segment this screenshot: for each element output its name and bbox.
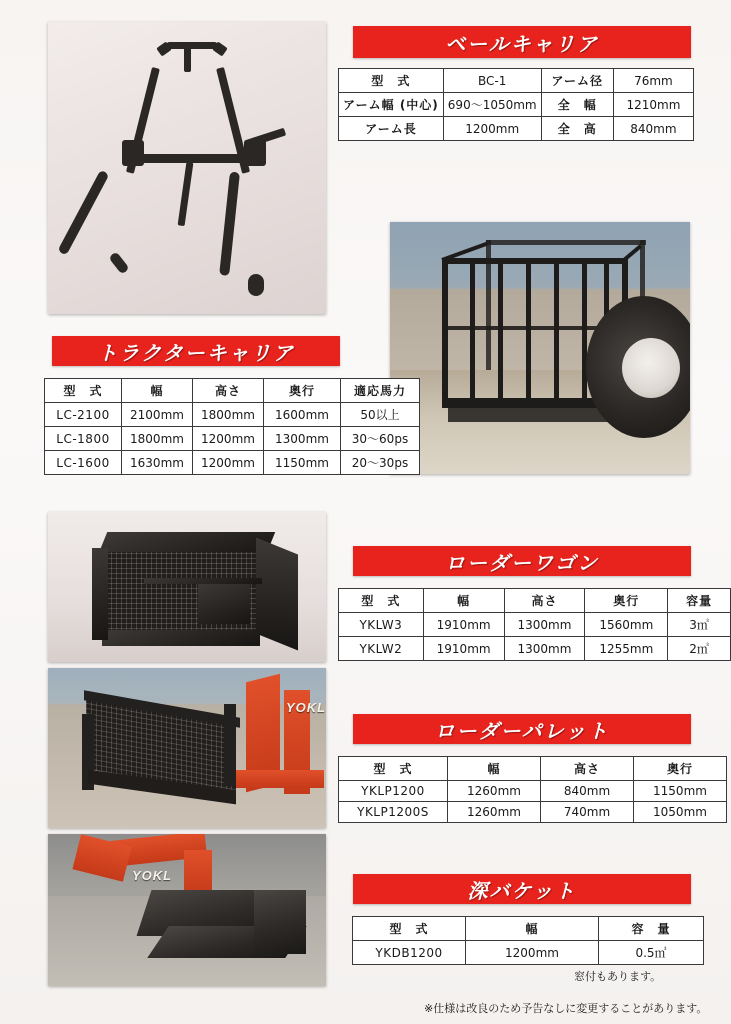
cell-value: 1050mm [634,802,727,823]
column-header: 奥行 [264,379,341,403]
table-row [353,941,704,965]
column-header: 型 式 [45,379,122,403]
cell-model: LC-2100 [45,403,122,427]
cell-value: 1300mm [504,613,585,637]
banner-label: ローダーパレット [434,720,610,743]
cell-value: 1200mm [443,117,541,141]
cell-value: 1255mm [585,637,668,661]
cell-model: YKLP1200 [339,781,448,802]
cell-label: 型 式 [339,69,444,93]
cell-value: 840mm [541,781,634,802]
cell-value: 1800mm [193,403,264,427]
table-row [339,613,731,637]
loader-wagon-photo [48,512,326,662]
cell-label: アーム幅 (中心) [339,93,444,117]
cell-value: 1630mm [122,451,193,475]
cell-value: 1210mm [613,93,693,117]
table-row [339,93,694,117]
banner-label: トラクターキャリア [97,342,295,365]
loader-pallet-spec-table [338,756,727,823]
banner-label: ローダーワゴン [445,552,599,575]
cell-value: 1910mm [423,613,504,637]
cell-value: 1800mm [122,427,193,451]
table-row [339,117,694,141]
table-row [45,427,420,451]
section-banner-bale-carrier [353,26,691,58]
table-header-row [339,757,727,781]
banner-label: 深バケット [467,880,577,903]
deep-bucket-photo [48,834,326,986]
cell-label: 全 高 [541,117,613,141]
column-header: 幅 [466,917,599,941]
column-header: 型 式 [353,917,466,941]
bale-carrier-photo [48,22,326,314]
cell-label: アーム長 [339,117,444,141]
cell-value: 740mm [541,802,634,823]
cell-model: YKLW2 [339,637,424,661]
cell-model: YKLW3 [339,613,424,637]
cell-value: 1260mm [448,781,541,802]
cell-label: 全 幅 [541,93,613,117]
cell-model: LC-1800 [45,427,122,451]
column-header: 奥行 [585,589,668,613]
table-row [45,451,420,475]
cell-value: 1910mm [423,637,504,661]
table-row [339,802,727,823]
column-header: 奥行 [634,757,727,781]
table-header-row [339,589,731,613]
cell-model: YKLP1200S [339,802,448,823]
deep-bucket-spec-table [352,916,704,965]
cell-label: アーム径 [541,69,613,93]
cell-model: LC-1600 [45,451,122,475]
section-banner-tractor-carrier [52,336,340,366]
tractor-carrier-spec-table [44,378,420,475]
cell-value: 30〜60ps [341,427,420,451]
cell-value: 20〜30ps [341,451,420,475]
section-banner-deep-bucket [353,874,691,904]
column-header: 高さ [193,379,264,403]
column-header: 幅 [122,379,193,403]
table-header-row [353,917,704,941]
cell-value: 1150mm [264,451,341,475]
table-header-row [45,379,420,403]
cell-value: 1300mm [264,427,341,451]
column-header: 型 式 [339,757,448,781]
cell-value: 1200mm [466,941,599,965]
column-header: 適応馬力 [341,379,420,403]
cell-value: 0.5㎥ [599,941,704,965]
cell-value: 1300mm [504,637,585,661]
table-row [45,403,420,427]
cell-value: 2100mm [122,403,193,427]
cell-model: YKDB1200 [353,941,466,965]
table-row [339,781,727,802]
disclaimer-note: ※仕様は改良のため予告なしに変更することがあります。 [424,1002,708,1015]
section-banner-loader-pallet [353,714,691,744]
cell-value: 1600mm [264,403,341,427]
cell-value: 1260mm [448,802,541,823]
cell-value: BC-1 [443,69,541,93]
bale-carrier-spec-table [338,68,694,141]
column-header: 容 量 [599,917,704,941]
brand-logo-bucket: YOKL [132,868,173,883]
brand-logo-pallet: YOKL [286,700,326,715]
column-header: 容量 [668,589,731,613]
cell-value: 1200mm [193,427,264,451]
cell-value: 50以上 [341,403,420,427]
section-banner-loader-wagon [353,546,691,576]
banner-label: ベールキャリア [445,33,599,56]
table-row [339,69,694,93]
tractor-carrier-cage-photo [390,222,690,474]
cell-value: 840mm [613,117,693,141]
cell-value: 1560mm [585,613,668,637]
column-header: 高さ [541,757,634,781]
cell-value: 3㎥ [668,613,731,637]
window-option-note: 窓付もあります。 [574,970,662,983]
cell-value: 2㎥ [668,637,731,661]
loader-wagon-spec-table [338,588,731,661]
cell-value: 76mm [613,69,693,93]
cell-value: 1200mm [193,451,264,475]
cell-value: 690〜1050mm [443,93,541,117]
column-header: 幅 [448,757,541,781]
loader-pallet-photo [48,668,326,828]
column-header: 型 式 [339,589,424,613]
column-header: 高さ [504,589,585,613]
cell-value: 1150mm [634,781,727,802]
table-row [339,637,731,661]
column-header: 幅 [423,589,504,613]
